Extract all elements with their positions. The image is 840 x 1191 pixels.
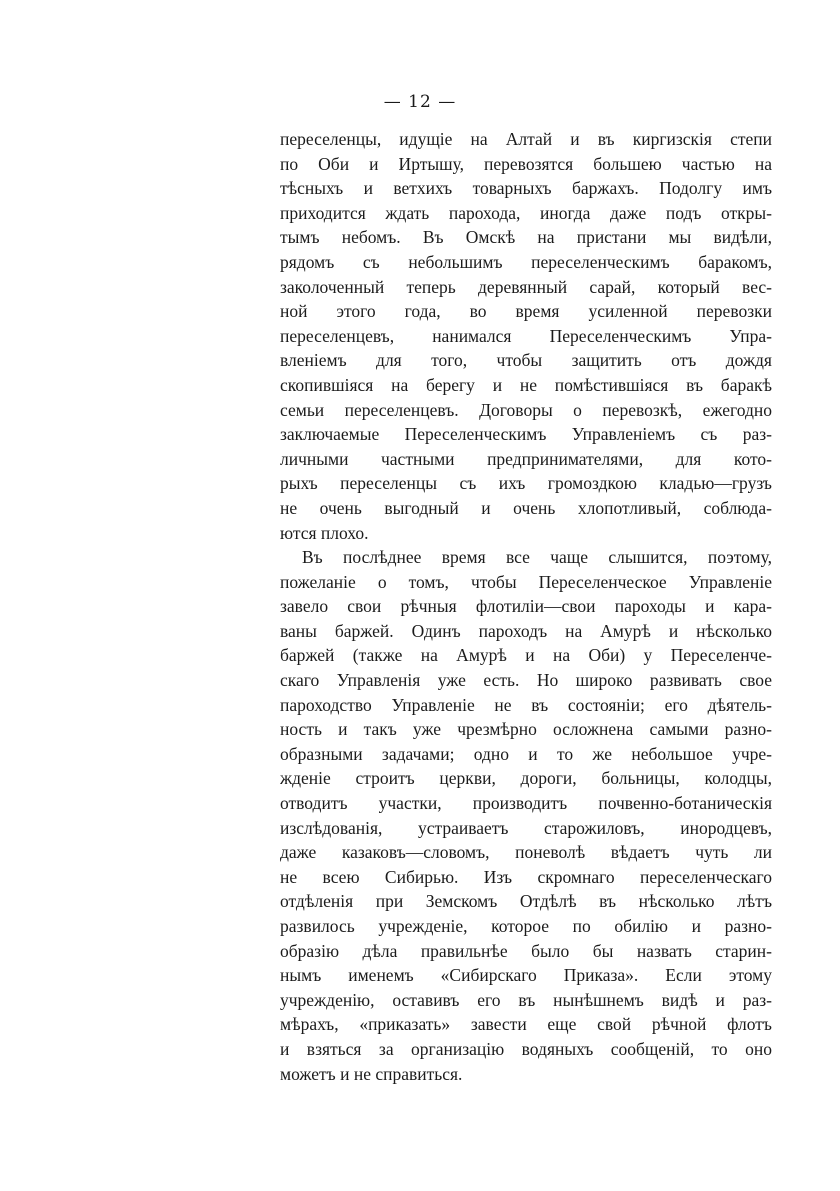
text-line: Въ послѣднее время все чаще слышится, поэтому,: [302, 547, 772, 568]
text-line: ность и такъ уже чрезмѣрно осложнена самыми разно-: [280, 719, 772, 740]
text-line: пожеланіе о томъ, чтобы Переселенческое Управленіе: [280, 571, 772, 592]
text-line: личными частными предпринимателями, для кото-: [280, 448, 772, 469]
text-line: учрежденію, оставивъ его въ нынѣшнемъ видѣ и раз-: [280, 989, 772, 1010]
text-line: переселенцы, идущіе на Алтай и въ киргизскія степи: [280, 129, 772, 149]
text-line: образными задачами; одно и то же небольшое учре-: [280, 743, 772, 764]
text-line: скаго Управленія уже есть. Но широко развивать свое: [280, 670, 772, 691]
text-line: рыхъ переселенцы съ ихъ громоздкою кладью—грузъ: [280, 473, 772, 494]
text-line: и взяться за организацію водяныхъ сообщеній, то оно: [280, 1038, 772, 1059]
text-line: пароходство Управленіе не въ состояніи; его дѣятель-: [280, 694, 772, 715]
text-line: по Оби и Иртышу, перевозятся большею частью на: [280, 153, 772, 174]
text-line: ются плохо.: [280, 522, 369, 543]
text-line: отводитъ участки, производитъ почвенно-ботаническія: [280, 793, 772, 814]
text-line: переселенцевъ, нанимался Переселенческимъ Упра-: [280, 325, 772, 346]
text-line: нымъ именемъ «Сибирскаго Приказа». Если этому: [280, 965, 772, 986]
paragraph-1: [280, 127, 772, 545]
text-line: тымъ небомъ. Въ Омскѣ на пристани мы видѣли,: [280, 227, 772, 248]
text-line: завело свои рѣчныя флотиліи—свои пароходы и кара-: [280, 596, 772, 617]
text-line: заключаемые Переселенческимъ Управленіемъ съ раз-: [280, 424, 772, 445]
text-line: семьи переселенцевъ. Договоры о перевозкѣ, ежегодно: [280, 399, 772, 420]
text-line: скопившіяся на берегу и не помѣстившіяся въ баракѣ: [280, 374, 772, 395]
text-line: баржей (также на Амурѣ и на Оби) у Переселенче-: [280, 645, 772, 666]
text-line: мѣрахъ, «приказать» завести еще свой рѣчной флотъ: [280, 1014, 772, 1035]
text-line: развилось учрежденіе, которое по обилію и разно-: [280, 916, 772, 936]
paragraph-2: [280, 545, 772, 1086]
text-line: заколоченный теперь деревянный сарай, который вес-: [280, 276, 772, 297]
text-line: не очень выгодный и очень хлопотливый, соблюда-: [280, 497, 772, 518]
text-line: изслѣдованія, устраиваетъ старожиловъ, инородцевъ,: [280, 817, 772, 838]
text-line: приходится ждать парохода, иногда даже подъ откры-: [280, 202, 772, 223]
text-line: рядомъ съ небольшимъ переселенческимъ баракомъ,: [280, 251, 772, 272]
text-line: отдѣленія при Земскомъ Отдѣлѣ въ нѣсколько лѣтъ: [280, 891, 772, 912]
body-text: [280, 127, 772, 1086]
text-line: вленіемъ для того, чтобы защитить отъ дождя: [280, 350, 772, 371]
text-line: ваны баржей. Одинъ пароходъ на Амурѣ и нѣсколько: [280, 620, 772, 641]
text-line: можетъ и не справиться.: [280, 1063, 463, 1084]
text-line: ной этого года, во время усиленной перевозки: [280, 301, 772, 322]
text-line: жденіе строитъ церкви, дороги, больницы, колодцы,: [280, 768, 772, 789]
page-number: — 12 —: [383, 92, 457, 112]
text-line: тѣсныхъ и ветхихъ товарныхъ баржахъ. Подолгу имъ: [280, 178, 772, 199]
text-line: даже казаковъ—словомъ, поневолѣ вѣдаетъ чуть ли: [280, 842, 772, 863]
text-line: образію дѣла правильнѣе было бы назвать старин-: [280, 940, 772, 961]
text-line: не всею Сибирью. Изъ скромнаго переселенческаго: [280, 866, 772, 887]
